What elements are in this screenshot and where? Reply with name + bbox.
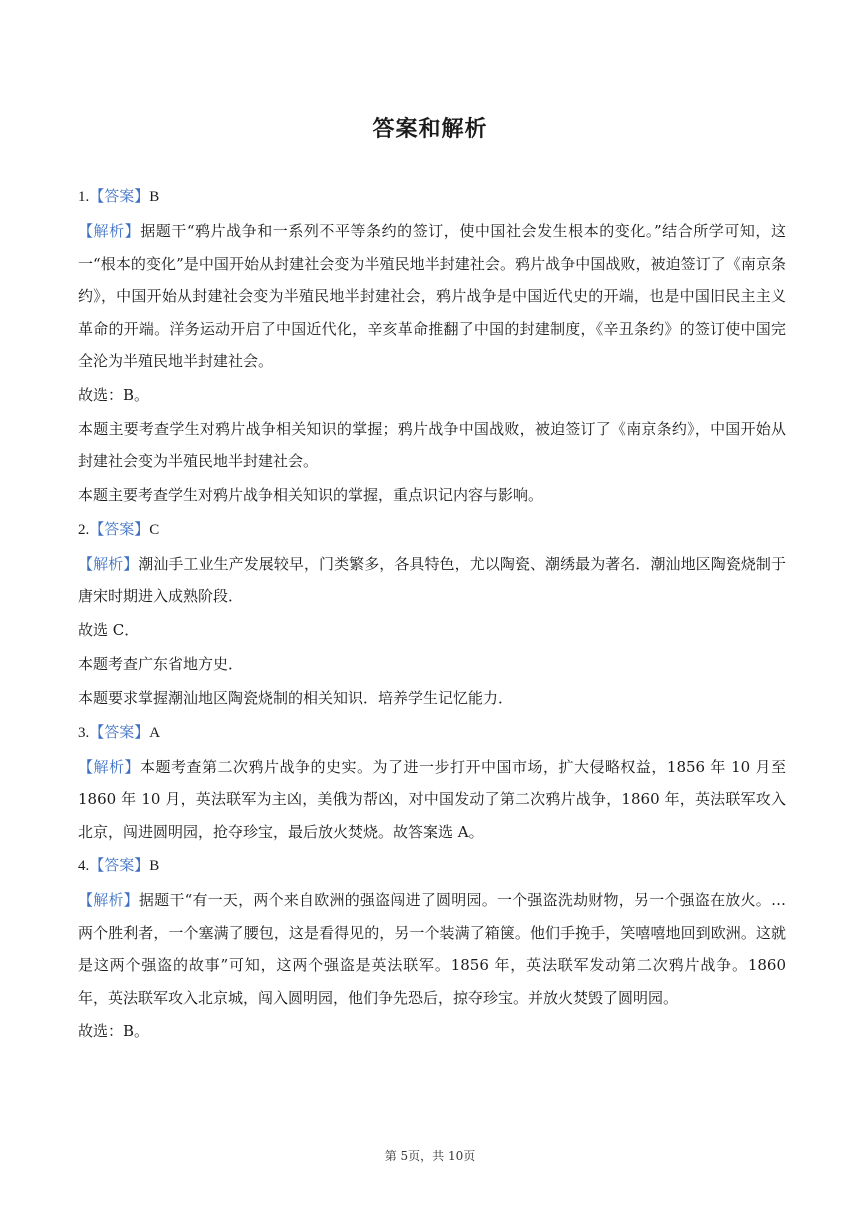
q3-answer-line <box>78 722 786 743</box>
q4-number: 4. <box>78 858 90 874</box>
q3-answer-value: A <box>149 724 161 741</box>
q4-answer-value: B <box>149 858 160 874</box>
q1-note-1: 本题主要考查学生对鸦片战争相关知识的掌握；鸦片战争中国战败，被迫签订了《南京条约》，中国开始从封建社会变为半殖民地半封建社会。 <box>78 419 786 470</box>
q1-analysis <box>78 215 786 378</box>
q3-answer-tag: 【答案】 <box>89 722 150 741</box>
q2-answer-line <box>78 519 786 540</box>
q4-analysis-text: 据题干“有一天，两个来自欧洲的强盗闯进了圆明园。一个强盗洗劫财物，另一个强盗在放火。…两个胜利者，一个塞满了腰包，这是看得见的，另一个装满了箱箧。他们手挽手，笑嘻嘻地回到欧洲。这就是这两个强盗的故事”可知，这两个强盗是英法联军。1856 年，英法联军发动第二次鸦片战争。1860 年，英法联军攻入北京城，闯入圆明园，他们争先恐后，掠夺珍宝。并放火焚毁了圆明园。 <box>78 891 786 1007</box>
q2-note-2: 本题要求掌握潮汕地区陶瓷烧制的相关知识．培养学生记忆能力． <box>78 688 514 707</box>
q2-analysis-text: 潮汕手工业生产发展较早，门类繁多，各具特色，尤以陶瓷、潮绣最为著名．潮汕地区陶瓷烧制于唐宋时期进入成熟阶段． <box>78 554 786 605</box>
page-footer: 第 5页，共 10页 <box>384 1149 476 1163</box>
answer-content <box>78 186 786 1055</box>
q2-analysis <box>78 548 786 613</box>
q1-analysis-tag: 【解析】 <box>78 222 141 240</box>
q3-analysis <box>78 751 786 849</box>
q4-choice: 故选：B。 <box>78 1022 150 1040</box>
q2-choice: 故选 C． <box>78 620 140 639</box>
q3-number: 3. <box>78 724 90 741</box>
q1-choice: 故选：B。 <box>78 385 150 404</box>
q4-analysis <box>78 884 786 1014</box>
q2-answer-tag: 【答案】 <box>89 519 150 538</box>
q1-answer-tag: 【答案】 <box>89 187 150 205</box>
q4-answer-line <box>78 855 786 876</box>
q2-answer-value: C <box>149 521 160 538</box>
page-title: 答案和解析 <box>372 116 488 142</box>
q2-note-1: 本题考查广东省地方史． <box>78 654 244 673</box>
q1-note-2: 本题主要考查学生对鸦片战争相关知识的掌握，重点识记内容与影响。 <box>78 485 544 504</box>
q1-answer-line <box>78 186 786 207</box>
q2-analysis-tag: 【解析】 <box>78 554 139 573</box>
q2-number: 2. <box>78 521 90 538</box>
q1-number: 1. <box>78 189 90 205</box>
q1-analysis-text: 据题干“鸦片战争和一系列不平等条约的签订，使中国社会发生根本的变化。”结合所学可知，这一“根本的变化”是中国开始从封建社会变为半殖民地半封建社会。鸦片战争中国战败，被迫签订了《南京条约》，中国开始从封建社会变为半殖民地半封建社会，鸦片战争是中国近代史的开端，也是中国旧民主主义革命的开端。洋务运动开启了中国近代化，辛亥革命推翻了中国的封建制度，《辛丑条约》的签订使中国完全沦为半殖民地半封建社会。 <box>78 222 786 370</box>
q4-analysis-tag: 【解析】 <box>78 891 139 909</box>
q4-answer-tag: 【答案】 <box>89 856 150 874</box>
q1-answer-value: B <box>149 189 160 205</box>
q3-analysis-tag: 【解析】 <box>78 757 140 776</box>
q3-analysis-text: 本题考查第二次鸦片战争的史实。为了进一步打开中国市场，扩大侵略权益，1856 年 10 月至 1860 年 10 月，英法联军为主凶，美俄为帮凶，对中国发动了第二次鸦片战争，1860 年，英法联军攻入北京，闯进圆明园，抢夺珍宝，最后放火焚烧。故答案选 A。 <box>78 757 786 841</box>
